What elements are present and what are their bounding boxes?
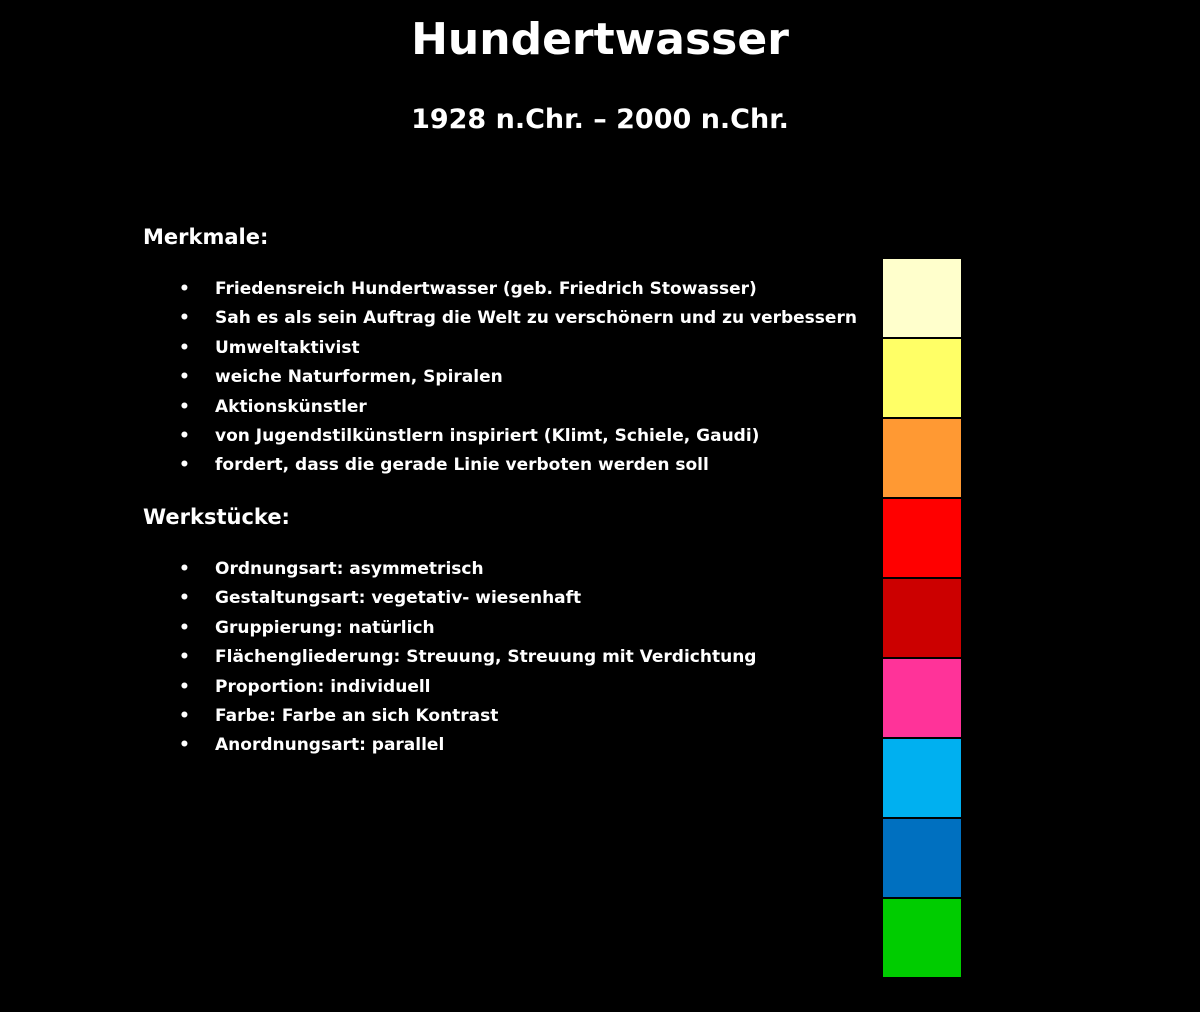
list-item (175, 304, 857, 333)
bullet-icon: • (179, 455, 190, 476)
bullet-icon: • (179, 617, 190, 638)
list-item (175, 614, 756, 643)
merkmale-list (175, 275, 857, 481)
color-swatch-green (882, 898, 962, 978)
list-item (175, 275, 857, 304)
list-item (175, 584, 756, 613)
list-item-text: fordert, dass die gerade Linie verboten werden soll (215, 455, 709, 476)
bullet-icon: • (179, 676, 190, 697)
bullet-icon: • (179, 308, 190, 329)
list-item (175, 422, 857, 451)
list-item-text: Umweltaktivist (215, 337, 360, 358)
list-item (175, 643, 756, 672)
list-item-text: Farbe: Farbe an sich Kontrast (215, 705, 499, 726)
list-item-text: Ordnungsart: asymmetrisch (215, 559, 484, 579)
list-item-text: Proportion: individuell (215, 676, 431, 697)
list-item (175, 673, 756, 702)
color-swatch-cream (882, 258, 962, 338)
list-item-text: Anordnungsart: parallel (215, 735, 445, 756)
list-item-text: Flächengliederung: Streuung, Streuung mit Verdichtung (215, 647, 757, 668)
bullet-icon: • (179, 559, 190, 579)
list-item (175, 363, 857, 392)
bullet-icon: • (179, 279, 190, 299)
page-title: Hundertwasser (411, 14, 789, 65)
list-item-text: weiche Naturformen, Spiralen (215, 367, 503, 388)
bullet-icon: • (179, 588, 190, 609)
bullet-icon: • (179, 425, 190, 446)
color-swatch-yellow (882, 338, 962, 418)
color-swatch-red (882, 498, 962, 578)
list-item (175, 555, 756, 584)
list-item (175, 731, 756, 760)
list-item-text: Gruppierung: natürlich (215, 617, 435, 638)
list-item-text: von Jugendstilkünstlern inspiriert (Klimt, Schiele, Gaudi) (215, 425, 760, 446)
bullet-icon: • (179, 705, 190, 726)
list-item-text: Gestaltungsart: vegetativ- wiesenhaft (215, 588, 582, 609)
list-item (175, 334, 857, 363)
list-item-text: Sah es als sein Auftrag die Welt zu verschönern und zu verbessern (215, 308, 857, 329)
bullet-icon: • (179, 367, 190, 388)
bullet-icon: • (179, 647, 190, 668)
bullet-icon: • (179, 735, 190, 756)
color-palette (882, 258, 962, 978)
color-swatch-dark-red (882, 578, 962, 658)
list-item-text: Friedensreich Hundertwasser (geb. Friedrich Stowasser) (215, 279, 757, 299)
bullet-icon: • (179, 396, 190, 417)
merkmale-heading: Merkmale: (143, 225, 269, 249)
color-swatch-pink (882, 658, 962, 738)
list-item (175, 702, 756, 731)
list-item-text: Aktionskünstler (215, 396, 367, 417)
werkstuecke-list (175, 555, 756, 761)
color-swatch-orange (882, 418, 962, 498)
page-subtitle-dates: 1928 n.Chr. – 2000 n.Chr. (411, 104, 789, 135)
list-item (175, 451, 857, 480)
werkstuecke-heading: Werkstücke: (143, 505, 290, 529)
color-swatch-blue (882, 818, 962, 898)
color-swatch-light-blue (882, 738, 962, 818)
bullet-icon: • (179, 337, 190, 358)
list-item (175, 393, 857, 422)
